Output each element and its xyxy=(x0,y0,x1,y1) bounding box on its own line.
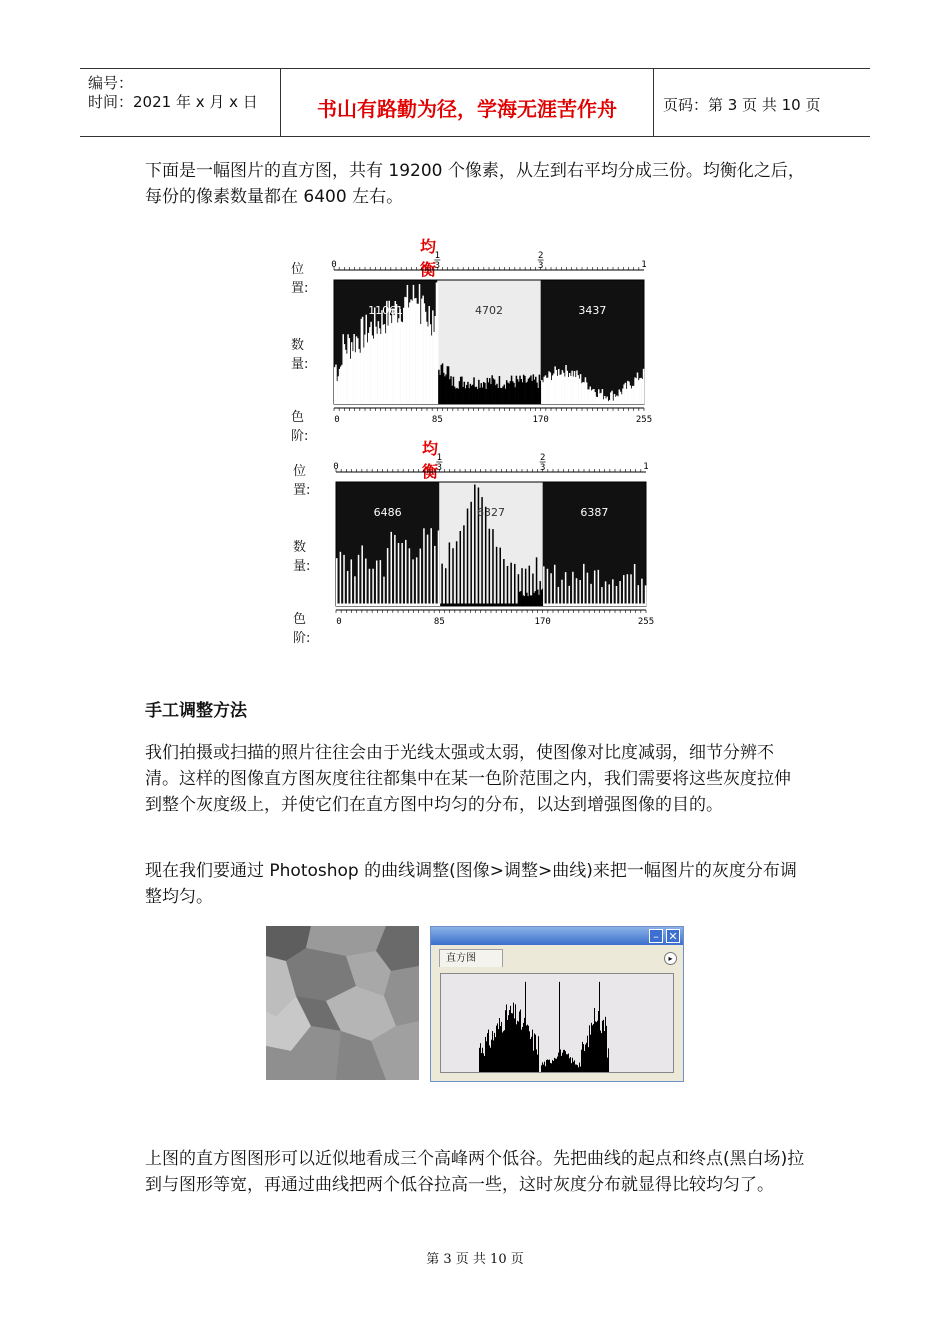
panel-histogram-bar xyxy=(602,1021,603,1072)
paragraph-1: 我们拍摄或扫描的照片往往会由于光线太强或太弱，使图像对比度减弱，细节分辨不清。这样的图像直方图灰度往往都集中在某一色阶范围之内，我们需要将这些灰度拉伸到整个灰度级上，并使它们在直方图中均匀的分布，以达到增强图像的目的。 xyxy=(145,743,791,815)
histogram-plot xyxy=(440,973,674,1073)
panel-histogram-bar xyxy=(567,1054,568,1072)
histogram-bar xyxy=(641,579,643,606)
panel-histogram-bar xyxy=(504,1030,505,1072)
histogram-bar xyxy=(438,530,440,606)
histogram-bar xyxy=(590,584,592,606)
panel-histogram-bar xyxy=(489,1045,490,1072)
panel-histogram-bar xyxy=(542,1062,543,1072)
panel-histogram-bar xyxy=(603,1020,604,1072)
position-tick-numerator: 2 xyxy=(537,251,544,261)
histogram-bar xyxy=(598,570,600,606)
histogram-after-svg xyxy=(292,436,655,636)
panel-histogram-bar xyxy=(506,1004,507,1072)
panel-histogram-bar xyxy=(534,1033,535,1072)
panel-histogram-bar xyxy=(505,1010,506,1072)
section-background xyxy=(439,482,542,606)
panel-histogram-bar xyxy=(608,1048,609,1072)
histogram-bar xyxy=(492,529,494,606)
close-icon[interactable]: ✕ xyxy=(666,929,680,943)
panel-histogram-bar xyxy=(592,1025,593,1072)
histogram-bar xyxy=(398,543,400,606)
histogram-bar xyxy=(354,576,356,606)
level-label: 色阶: xyxy=(293,612,311,646)
histogram-bar xyxy=(456,541,458,606)
panel-histogram-bar xyxy=(509,1010,510,1072)
histogram-panel xyxy=(430,926,684,1082)
position-tick-denominator: 3 xyxy=(537,261,544,271)
panel-histogram-bar xyxy=(577,1065,578,1072)
level-tick-label: 0 xyxy=(334,415,340,425)
panel-histogram-bar xyxy=(583,1044,584,1072)
histogram-bar xyxy=(485,507,487,606)
panel-histogram-bar xyxy=(518,1021,519,1072)
histogram-bar xyxy=(460,531,462,606)
panel-histogram-bar xyxy=(606,1026,607,1072)
panel-histogram-bar xyxy=(531,1037,532,1072)
section-count-label: 6387 xyxy=(580,506,609,519)
panel-histogram-bar xyxy=(558,1053,559,1072)
panel-histogram-bar xyxy=(535,1035,536,1072)
panel-histogram-bar xyxy=(486,1041,487,1072)
panel-histogram-bar xyxy=(597,1021,598,1072)
histogram-bar xyxy=(405,540,407,606)
panel-histogram-bar xyxy=(545,1066,546,1072)
panel-histogram-bar xyxy=(530,1039,531,1072)
panel-histogram-bar xyxy=(492,1031,493,1072)
panel-histogram-bar xyxy=(493,1040,494,1072)
panel-histogram-bar xyxy=(498,1029,499,1072)
minimize-icon[interactable]: – xyxy=(649,929,663,943)
histogram-bar xyxy=(383,577,385,606)
panel-histogram-bar xyxy=(595,1021,596,1072)
panel-histogram-bar xyxy=(593,1024,594,1072)
histogram-bar xyxy=(643,369,645,404)
level-tick-label: 255 xyxy=(637,617,655,627)
panel-histogram-bar xyxy=(605,1017,606,1072)
histogram-bar xyxy=(412,559,414,606)
panel-histogram-bar xyxy=(529,1031,530,1072)
position-tick-denominator: 3 xyxy=(436,463,443,473)
histogram-bar xyxy=(390,532,392,606)
level-tick-label: 255 xyxy=(635,415,653,425)
header-page-cell xyxy=(653,69,870,136)
panel-histogram-bar xyxy=(589,1025,590,1072)
histogram-bar xyxy=(627,574,629,606)
panel-histogram-bar xyxy=(532,1030,533,1072)
histogram-bar xyxy=(394,535,396,606)
histogram-bar xyxy=(449,542,451,606)
histogram-bar xyxy=(608,584,610,606)
histogram-bar xyxy=(452,548,454,606)
histogram-bar xyxy=(409,548,411,606)
histogram-bar xyxy=(547,569,549,606)
panel-histogram-bar xyxy=(576,1065,577,1072)
histogram-bar xyxy=(576,578,578,606)
level-tick-label: 85 xyxy=(431,415,443,425)
histogram-bar xyxy=(423,528,425,606)
level-tick-label: 0 xyxy=(336,617,342,627)
panel-histogram-bar xyxy=(586,1043,587,1072)
position-tick-label: 0 xyxy=(333,462,339,472)
panel-histogram-bar xyxy=(517,1021,518,1072)
panel-histogram-bar xyxy=(502,1032,503,1072)
histogram-bar xyxy=(336,558,338,606)
histogram-bar xyxy=(583,564,585,606)
histogram-bar xyxy=(489,529,491,606)
motto: 书山有路勤为径，学海无涯苦作舟 xyxy=(317,97,617,121)
panel-histogram-bar xyxy=(599,982,600,1072)
histogram-bar xyxy=(634,564,636,606)
histogram-bar xyxy=(550,573,552,606)
panel-histogram-bar xyxy=(543,1065,544,1072)
panel-histogram-bar xyxy=(536,1049,537,1072)
panel-histogram-bar xyxy=(560,1049,561,1072)
panel-histogram-bar xyxy=(522,1027,523,1072)
panel-histogram-bar xyxy=(528,1026,529,1072)
histogram-bar xyxy=(420,549,422,606)
panel-histogram-bar xyxy=(499,1018,500,1072)
section-count-label: 3437 xyxy=(578,304,607,317)
number-label: 编号： xyxy=(88,74,134,92)
page-footer: 第 3 页 共 10 页 xyxy=(426,1252,524,1267)
panel-histogram-bar xyxy=(514,1018,515,1072)
count-label: 数量: xyxy=(291,338,309,372)
histogram-bar xyxy=(441,564,443,606)
panel-histogram-bar xyxy=(572,1058,573,1072)
header-meta-cell xyxy=(80,69,280,136)
intro-paragraph: 下面是一幅图片的直方图，共有 19200 个像素，从左到右平均分成三份。均衡化之后，每份的像素数量都在 6400 左右。 xyxy=(145,161,805,207)
histogram-bar xyxy=(387,548,389,606)
histogram-bar xyxy=(543,566,545,606)
position-tick-label: 1 xyxy=(641,260,647,270)
panel-histogram-bar xyxy=(556,1059,557,1072)
count-label: 数量: xyxy=(293,540,311,574)
section-heading: 手工调整方法 xyxy=(145,701,247,721)
panel-histogram-bar xyxy=(559,982,560,1072)
level-tick-label: 85 xyxy=(433,617,445,627)
panel-histogram-bar xyxy=(481,1053,482,1072)
panel-histogram-bar xyxy=(581,1050,582,1072)
histogram-bar xyxy=(510,563,512,606)
panel-histogram-bar xyxy=(570,1057,571,1072)
histogram-bar xyxy=(496,547,498,606)
position-label: 位置: xyxy=(293,464,311,498)
panel-histogram-bar xyxy=(594,1008,595,1072)
histogram-bar xyxy=(372,569,374,606)
panel-histogram-bar xyxy=(526,1026,527,1072)
panel-histogram-bar xyxy=(600,1031,601,1072)
panel-histogram-bar xyxy=(544,1062,545,1072)
histogram-bar xyxy=(569,586,571,606)
panel-menu-icon[interactable]: ▸ xyxy=(664,952,677,965)
panel-histogram-bar xyxy=(484,1056,485,1072)
panel-histogram-bar xyxy=(521,1030,522,1072)
panel-histogram-bar xyxy=(561,1056,562,1072)
page-info: 页码：第 3 页 共 10 页 xyxy=(663,96,821,114)
panel-histogram-bar xyxy=(562,1053,563,1072)
panel-histogram-bar xyxy=(527,1025,528,1072)
position-tick-numerator: 1 xyxy=(434,251,441,261)
level-tick-label: 170 xyxy=(532,415,549,425)
histogram-bar xyxy=(347,571,349,606)
panel-title-bar[interactable] xyxy=(431,927,683,945)
panel-histogram-bar xyxy=(537,1055,538,1072)
panel-histogram-bar xyxy=(582,1042,583,1072)
panel-histogram-bar xyxy=(546,1060,547,1072)
histogram-bar xyxy=(645,585,647,606)
panel-histogram-bar xyxy=(524,1018,525,1072)
panel-histogram-bar xyxy=(564,1050,565,1072)
panel-histogram-bar xyxy=(579,1063,580,1072)
panel-histogram-bar xyxy=(483,1053,484,1072)
panel-histogram-bar xyxy=(580,1067,581,1072)
histogram-bar xyxy=(572,572,574,606)
panel-histogram-bar xyxy=(566,1054,567,1072)
panel-histogram-bar xyxy=(503,1031,504,1072)
panel-histogram-bar xyxy=(555,1059,556,1072)
histogram-bar xyxy=(369,569,371,606)
panel-histogram-bar xyxy=(590,1035,591,1072)
panel-histogram-bar xyxy=(571,1063,572,1072)
panel-histogram-bar xyxy=(479,1048,480,1072)
position-label: 位置: xyxy=(291,262,309,296)
panel-histogram-bar xyxy=(575,1065,576,1072)
panel-histogram-bar xyxy=(491,1040,492,1072)
panel-histogram-bar xyxy=(495,1037,496,1072)
histogram-bar xyxy=(361,545,363,606)
histogram-bar xyxy=(427,535,429,606)
panel-histogram-bar xyxy=(501,1022,502,1072)
panel-histogram-bar xyxy=(552,1060,553,1072)
section-count-label: 4702 xyxy=(475,304,503,317)
date-label: 时间：2021 年 x 月 x 日 xyxy=(88,93,258,111)
histogram-bar xyxy=(445,568,447,606)
position-tick-label: 1 xyxy=(643,462,649,472)
histogram-bar xyxy=(565,572,567,606)
panel-histogram-bar xyxy=(565,1051,566,1072)
histogram-bar xyxy=(554,565,556,606)
panel-histogram-bar xyxy=(604,1031,605,1072)
panel-histogram-bar xyxy=(480,1043,481,1072)
panel-histogram-bar xyxy=(512,1013,513,1072)
tab-histogram[interactable]: 直方图 xyxy=(439,949,503,967)
panel-histogram-bar xyxy=(588,1047,589,1072)
histogram-bar xyxy=(594,570,596,606)
histogram-bar xyxy=(579,580,581,606)
histogram-bar xyxy=(470,502,472,606)
panel-histogram-bar xyxy=(507,1020,508,1072)
histogram-bar xyxy=(630,574,632,606)
histogram-bar xyxy=(503,559,505,606)
position-tick-numerator: 1 xyxy=(436,453,443,463)
panel-histogram-bar xyxy=(494,1033,495,1072)
panel-histogram-bar xyxy=(574,1060,575,1072)
histogram-bar xyxy=(467,509,469,606)
histogram-bar xyxy=(434,546,436,606)
section-count-label: 11061 xyxy=(368,304,404,317)
histogram-bar xyxy=(358,555,360,606)
histogram-bar xyxy=(561,580,563,606)
histogram-bar xyxy=(514,564,516,606)
histogram-bar xyxy=(365,559,367,606)
panel-histogram-bar xyxy=(510,1006,511,1072)
panel-histogram-bar xyxy=(513,1003,514,1072)
panel-histogram-svg xyxy=(441,974,673,1072)
panel-histogram-bar xyxy=(563,1050,564,1072)
panel-histogram-bar xyxy=(511,1013,512,1072)
panel-histogram-bar xyxy=(568,1054,569,1072)
panel-histogram-bar xyxy=(598,1011,599,1072)
histogram-bar xyxy=(499,548,501,606)
panel-histogram-bar xyxy=(487,1033,488,1072)
panel-histogram-bar xyxy=(596,1022,597,1072)
histogram-bar xyxy=(507,566,509,606)
paragraph-2: 现在我们要通过 Photoshop 的曲线调整(图像>调整>曲线)来把一幅图片的灰度分布调整均匀。 xyxy=(145,861,797,907)
panel-histogram-bar xyxy=(525,982,526,1072)
header-table xyxy=(80,68,870,137)
histogram-bar xyxy=(343,555,345,606)
position-tick-label: 0 xyxy=(331,260,337,270)
histogram-title: 均衡 xyxy=(422,439,439,481)
panel-histogram-bar xyxy=(488,1030,489,1072)
histogram-bar xyxy=(623,575,625,606)
panel-histogram-bar xyxy=(578,1067,579,1072)
histogram-bar xyxy=(430,528,432,606)
panel-histogram-bar xyxy=(587,1036,588,1072)
section-count-label: 6327 xyxy=(477,506,505,519)
histogram-bar xyxy=(601,587,603,606)
section-count-label: 6486 xyxy=(373,506,402,519)
panel-histogram-bar xyxy=(573,1062,574,1072)
histogram-bar xyxy=(463,525,465,606)
panel-histogram-bar xyxy=(538,1036,539,1072)
panel-histogram-bar xyxy=(482,1048,483,1072)
histogram-bar xyxy=(616,586,618,606)
panel-histogram-bar xyxy=(516,1024,517,1072)
histogram-bar xyxy=(474,484,476,606)
histogram-bar xyxy=(416,557,418,606)
histogram-bar xyxy=(340,552,342,606)
level-label: 色阶: xyxy=(291,410,309,444)
panel-histogram-bar xyxy=(523,1023,524,1072)
panel-histogram-bar xyxy=(548,1060,549,1072)
panel-histogram-bar xyxy=(585,1045,586,1072)
level-tick-label: 170 xyxy=(534,617,551,627)
histogram-bar xyxy=(612,579,614,606)
panel-histogram-bar xyxy=(549,1060,550,1072)
position-tick-denominator: 3 xyxy=(434,261,441,271)
panel-histogram-bar xyxy=(557,1057,558,1072)
panel-histogram-bar xyxy=(541,1065,542,1072)
panel-histogram-bar xyxy=(607,1058,608,1072)
panel-histogram-bar xyxy=(496,1026,497,1072)
panel-histogram-bar xyxy=(553,1061,554,1072)
header-motto-cell xyxy=(280,69,654,136)
paragraph-3: 上图的直方图图形可以近似地看成三个高峰两个低谷。先把曲线的起点和终点(黑白场)拉到与图形等宽，再通过曲线把两个低谷拉高一些，这时灰度分布就显得比较均匀了。 xyxy=(145,1149,805,1195)
panel-histogram-bar xyxy=(547,1059,548,1072)
histogram-bar xyxy=(558,587,560,606)
histogram-bar xyxy=(605,581,607,606)
panel-histogram-bar xyxy=(497,1023,498,1072)
histogram-bar xyxy=(587,573,589,606)
position-tick-numerator: 2 xyxy=(539,453,546,463)
panel-histogram-bar xyxy=(554,1058,555,1072)
panel-histogram-bar xyxy=(508,1015,509,1072)
panel-histogram-bar xyxy=(485,1037,486,1072)
panel-histogram-bar xyxy=(500,1026,501,1072)
panel-histogram-bar xyxy=(584,1051,585,1072)
panel-histogram-bar xyxy=(490,1048,491,1072)
panel-histogram-bar xyxy=(569,1058,570,1072)
panel-histogram-bar xyxy=(601,1033,602,1072)
panel-histogram-bar xyxy=(551,1063,552,1072)
histogram-bar xyxy=(638,585,640,606)
histogram-bar xyxy=(351,559,353,606)
histogram-title: 均衡 xyxy=(420,237,437,279)
panel-histogram-bar xyxy=(591,1023,592,1072)
panel-histogram-bar xyxy=(520,1010,521,1072)
panel-histogram-bar xyxy=(550,1063,551,1072)
histogram-bar xyxy=(619,581,621,606)
histogram-bar xyxy=(401,543,403,606)
histogram-bar xyxy=(376,561,378,606)
panel-histogram-bar xyxy=(533,1051,534,1072)
histogram-before-svg xyxy=(290,234,653,434)
position-tick-denominator: 3 xyxy=(539,463,546,473)
sample-photo xyxy=(266,926,419,1080)
panel-histogram-bar xyxy=(519,1012,520,1072)
panel-histogram-bar xyxy=(515,1004,516,1072)
histogram-bar xyxy=(380,560,382,606)
